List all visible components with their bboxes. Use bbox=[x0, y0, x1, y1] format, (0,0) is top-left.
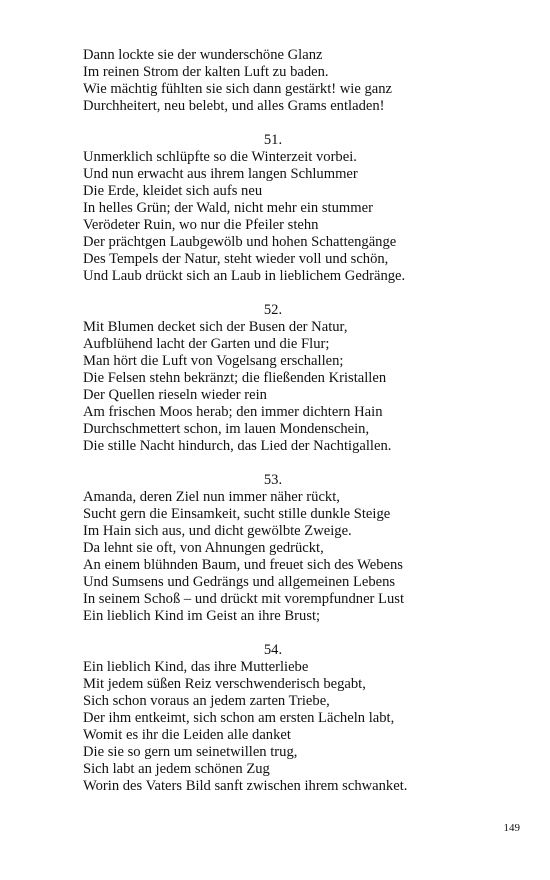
verse-line: Und nun erwacht aus ihrem langen Schlummer bbox=[83, 166, 358, 182]
stanza-number: 53. bbox=[263, 472, 283, 488]
verse-line: Die stille Nacht hindurch, das Lied der Nachtigallen. bbox=[83, 438, 392, 454]
stanza-52 bbox=[83, 302, 483, 455]
verse-line: Durchheitert, neu belebt, und alles Grams entladen! bbox=[83, 98, 385, 114]
poem-text bbox=[83, 47, 483, 795]
verse-line: Unmerklich schlüpfte so die Winterzeit vorbei. bbox=[83, 149, 357, 165]
stanza-number: 51. bbox=[263, 132, 283, 148]
verse-line: Sich labt an jedem schönen Zug bbox=[83, 761, 270, 777]
stanza-number: 52. bbox=[263, 302, 283, 318]
stanza-54 bbox=[83, 642, 483, 795]
verse-line: Sucht gern die Einsamkeit, sucht stille dunkle Steige bbox=[83, 506, 391, 522]
verse-line: Womit es ihr die Leiden alle danket bbox=[83, 727, 291, 743]
stanza-51 bbox=[83, 132, 483, 285]
verse-line: Worin des Vaters Bild sanft zwischen ihrem schwanket. bbox=[83, 778, 408, 794]
verse-line: Und Laub drückt sich an Laub in lieblichem Gedränge. bbox=[83, 268, 406, 284]
verse-line: Ein lieblich Kind im Geist an ihre Brust; bbox=[83, 608, 321, 624]
verse-line: Der Quellen rieseln wieder rein bbox=[83, 387, 267, 403]
verse-line: Die Felsen stehn bekränzt; die fließenden Kristallen bbox=[83, 370, 387, 386]
verse-line: Mit Blumen decket sich der Busen der Natur, bbox=[83, 319, 348, 335]
verse-line: Dann lockte sie der wunderschöne Glanz bbox=[83, 47, 323, 63]
verse-line: Die sie so gern um seinetwillen trug, bbox=[83, 744, 298, 760]
verse-line: Sich schon voraus an jedem zarten Triebe, bbox=[83, 693, 330, 709]
stanza-continuation bbox=[83, 47, 483, 115]
verse-line: Des Tempels der Natur, steht wieder voll und schön, bbox=[83, 251, 389, 267]
verse-line: In seinem Schoß – und drückt mit vorempfundner Lust bbox=[83, 591, 405, 607]
stanza-53 bbox=[83, 472, 483, 625]
verse-line: Amanda, deren Ziel nun immer näher rückt, bbox=[83, 489, 340, 505]
verse-line: An einem blühnden Baum, und freuet sich des Webens bbox=[83, 557, 403, 573]
verse-line: Man hört die Luft von Vogelsang erschallen; bbox=[83, 353, 344, 369]
verse-line: Die Erde, kleidet sich aufs neu bbox=[83, 183, 263, 199]
page-number: 149 bbox=[503, 822, 520, 834]
stanza-number: 54. bbox=[263, 642, 283, 658]
verse-line: In helles Grün; der Wald, nicht mehr ein stummer bbox=[83, 200, 373, 216]
verse-line: Und Sumsens und Gedrängs und allgemeinen Lebens bbox=[83, 574, 396, 590]
verse-line: Da lehnt sie oft, von Ahnungen gedrückt, bbox=[83, 540, 324, 556]
verse-line: Der prächtgen Laubgewölb und hohen Schattengänge bbox=[83, 234, 397, 250]
verse-line: Am frischen Moos herab; den immer dichtern Hain bbox=[83, 404, 383, 420]
verse-line: Im reinen Strom der kalten Luft zu baden. bbox=[83, 64, 329, 80]
verse-line: Verödeter Ruin, wo nur die Pfeiler stehn bbox=[83, 217, 319, 233]
verse-line: Im Hain sich aus, und dicht gewölbte Zweige. bbox=[83, 523, 352, 539]
verse-line: Der ihm entkeimt, sich schon am ersten Lächeln labt, bbox=[83, 710, 395, 726]
verse-line: Ein lieblich Kind, das ihre Mutterliebe bbox=[83, 659, 309, 675]
verse-line: Aufblühend lacht der Garten und die Flur; bbox=[83, 336, 330, 352]
verse-line: Wie mächtig fühlten sie sich dann gestärkt! wie ganz bbox=[83, 81, 393, 97]
verse-line: Mit jedem süßen Reiz verschwenderisch begabt, bbox=[83, 676, 366, 692]
verse-line: Durchschmettert schon, im lauen Mondenschein, bbox=[83, 421, 370, 437]
